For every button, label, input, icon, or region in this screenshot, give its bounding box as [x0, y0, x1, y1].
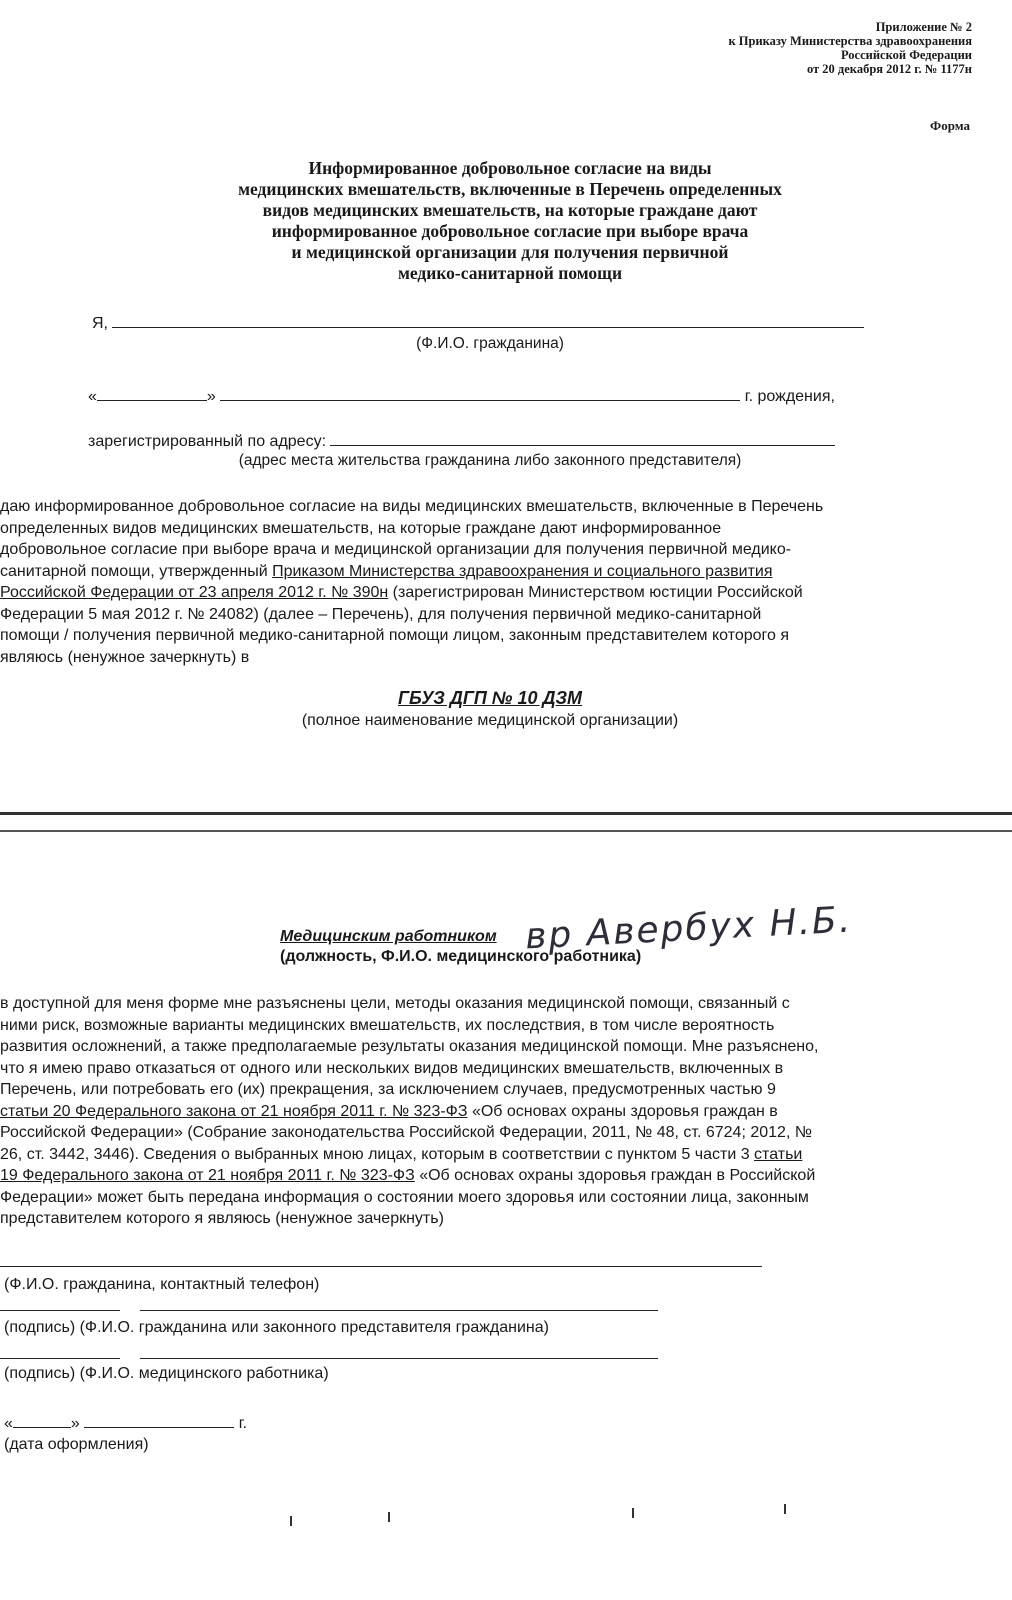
- consent-line: даю информированное добровольное согласие на виды медицинских вмешательств, включенные в Перечень: [0, 498, 824, 515]
- birth-quote-close: »: [206, 388, 216, 405]
- explanation-text: 26, ст. 3442, 3446). Сведения о выбранных мною лицах, которым в соответствии с пунктом 5 части 3: [0, 1145, 755, 1163]
- title-line: видов медицинских вмешательств, на которые граждане дают: [262, 200, 758, 220]
- explanation-line: что я имею право отказаться от одного или нескольких видов медицинских вмешательств, включенных в: [0, 1059, 784, 1077]
- fio-row: [92, 312, 864, 333]
- citizen-name-line[interactable]: [140, 1310, 658, 1311]
- article-link[interactable]: статьи: [754, 1145, 803, 1163]
- appendix-line: от 20 декабря 2012 г. № 1177н: [806, 62, 972, 76]
- i-label: Я,: [92, 315, 108, 332]
- explanation-line: представителем которого я являюсь (ненужное зачеркнуть): [0, 1210, 444, 1227]
- address-caption: (адрес места жительства гражданина либо законного представителя): [238, 452, 742, 469]
- date-caption: (дата оформления): [4, 1436, 149, 1453]
- explanation-text: «Об основах охраны здоровья граждан в: [467, 1102, 778, 1120]
- organization-name: ГБУЗ ДГП № 10 ДЗМ: [397, 688, 583, 708]
- consent-text: (зарегистрирован Министерством юстиции Российской: [388, 584, 803, 601]
- law-link[interactable]: статьи 20 Федерального закона от 21 ноября 2011 г. № 323-ФЗ: [0, 1102, 468, 1120]
- title-line: Информированное добровольное согласие на виды: [308, 158, 712, 178]
- explanation-line: в доступной для меня форме мне разъяснены цели, методы оказания медицинской помощи, связанный с: [0, 995, 790, 1012]
- scan-speck: [388, 1512, 390, 1522]
- consent-line: Федерации 5 мая 2012 г. № 24082) (далее – Перечень), для получения первичной медико-санитарной: [0, 605, 762, 623]
- form-label: Форма: [930, 118, 970, 133]
- consent-line: [0, 582, 1000, 604]
- scan-divider: [0, 830, 1012, 832]
- document-title: [130, 158, 890, 284]
- worker-name-line[interactable]: [140, 1358, 658, 1359]
- explanation-line: [0, 1144, 1000, 1166]
- law-link[interactable]: 19 Федерального закона от 21 ноября 2011 г. № 323-ФЗ: [0, 1167, 415, 1184]
- citizen-sign-caption: (подпись) (Ф.И.О. гражданина или законного представителя гражданина): [4, 1319, 549, 1336]
- explanation-line: Федерации» может быть передана информация о состоянии моего здоровья или состоянии лица, законным: [0, 1188, 809, 1206]
- explanation-line: Российской Федерации» (Собрание законодательства Российской Федерации, 2011, № 48, ст. 6724; 2012, №: [0, 1124, 812, 1141]
- appendix-line: Приложение № 2: [875, 20, 972, 34]
- explanation-line: Перечень, или потребовать его (их) прекращения, за исключением случаев, предусмотренных частью 9: [0, 1081, 776, 1098]
- scan-speck: [784, 1504, 786, 1514]
- consent-paragraph: [0, 496, 1000, 668]
- consent-line: являюсь (ненужное зачеркнуть) в: [0, 648, 250, 666]
- scan-divider: [0, 812, 1012, 815]
- worker-signature-line[interactable]: [0, 1358, 120, 1359]
- medical-worker-caption: (должность, Ф.И.О. медицинского работника): [280, 948, 642, 965]
- handwritten-signature: вр Авербух Н.Б.: [524, 899, 854, 958]
- birth-row: [88, 385, 835, 406]
- address-row: [88, 430, 835, 451]
- worker-sign-caption: (подпись) (Ф.И.О. медицинского работника): [4, 1365, 329, 1382]
- date-month-year-blank[interactable]: [84, 1412, 234, 1428]
- scan-speck: [290, 1516, 292, 1526]
- title-line: медицинских вмешательств, включенные в Перечень определенных: [238, 179, 782, 199]
- order-link[interactable]: Приказом Министерства здравоохранения и социального развития: [272, 562, 773, 580]
- date-day-blank[interactable]: [13, 1412, 71, 1428]
- citizen-signature-line[interactable]: [0, 1310, 120, 1311]
- explanation-line: [0, 1101, 1000, 1123]
- address-blank[interactable]: [330, 430, 835, 446]
- explanation-line: развития осложнений, а также предполагаемые результаты оказания медицинской помощи. Мне разъяснено,: [0, 1038, 819, 1055]
- scan-speck: [632, 1508, 634, 1518]
- citizen-contact-caption: (Ф.И.О. гражданина, контактный телефон): [4, 1276, 320, 1293]
- date-quote-close: »: [70, 1415, 80, 1432]
- fio-caption: (Ф.И.О. гражданина): [416, 335, 564, 352]
- title-line: информированное добровольное согласие при выборе врача: [271, 221, 749, 241]
- registered-label: зарегистрированный по адресу:: [88, 433, 327, 450]
- organization-caption: (полное наименование медицинской организации): [301, 712, 679, 729]
- medical-worker-label: Медицинским работником: [280, 928, 497, 945]
- consent-text: санитарной помощи, утвержденный: [0, 562, 273, 580]
- appendix-line: к Приказу Министерства здравоохранения: [728, 34, 972, 48]
- title-line: и медицинской организации для получения первичной: [291, 242, 729, 262]
- birth-quote-open: «: [88, 388, 97, 405]
- appendix-line: Российской Федерации: [840, 48, 972, 62]
- appendix-header: [728, 20, 972, 76]
- citizen-contact-line[interactable]: [0, 1266, 762, 1267]
- date-row: [4, 1412, 247, 1433]
- title-line: медико-санитарной помощи: [397, 263, 623, 283]
- explanation-paragraph: [0, 993, 1000, 1230]
- order-date-link[interactable]: Российской Федерации от 23 апреля 2012 г. № 390н: [0, 584, 389, 601]
- consent-line: определенных видов медицинских вмешательств, на которые граждане дают информированное: [0, 519, 722, 537]
- birth-month-year-blank[interactable]: [220, 385, 740, 401]
- explanation-line: [0, 1165, 1000, 1187]
- consent-line: добровольное согласие при выборе врача и медицинской организации для получения первичной медико-: [0, 541, 792, 558]
- consent-line: помощи / получения первичной медико-санитарной помощи лицом, законным представителем которого я: [0, 627, 790, 644]
- birth-suffix: г. рождения,: [744, 388, 835, 405]
- consent-line: [0, 561, 1000, 583]
- fio-blank[interactable]: [112, 312, 864, 328]
- birth-day-blank[interactable]: [97, 385, 207, 401]
- explanation-text: «Об основах охраны здоровья граждан в Российской: [414, 1167, 816, 1184]
- explanation-line: ними риск, возможные варианты медицинских вмешательств, их последствия, в том числе вероятность: [0, 1016, 775, 1034]
- date-year-suffix: г.: [238, 1415, 248, 1432]
- date-quote-open: «: [4, 1415, 13, 1432]
